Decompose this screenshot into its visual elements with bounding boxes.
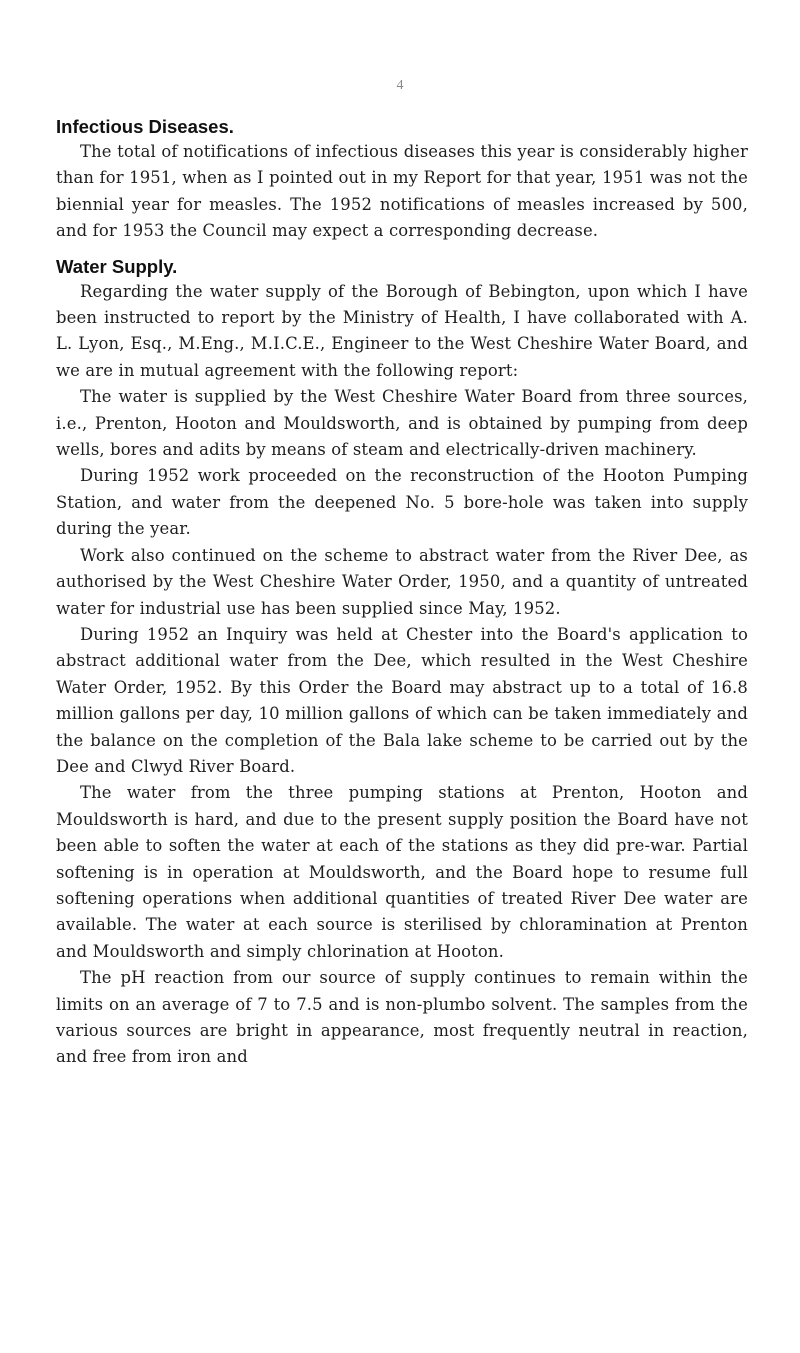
paragraph-water-5: During 1952 an Inquiry was held at Chester into the Board's application to abstract additional water from the Dee, which resulted in the West Cheshire Water Order, 1952. By this Order the Board may abstract up to a total of 16.8 million gallons per day, 10 million gallons of which can be taken immediately and the balance on the completion of the Bala lake scheme to be carried out by the Dee and Clwyd River Board. [56,624,748,776]
paragraph-water-2: The water is supplied by the West Cheshire Water Board from three sources, i.e., Prenton, Hooton and Mouldsworth, and is obtained by pumping from deep wells, bores and adits by means of steam and electrically-driven machinery. [56,387,748,460]
paragraph-water-4: Work also continued on the scheme to abstract water from the River Dee, as authorised by the West Cheshire Water Order, 1950, and a quantity of untreated water for industrial use has been supplied since May, 1952. [56,545,748,618]
paragraph-infectious-1: The total of notifications of infectious diseases this year is considerably higher than for 1951, when as I pointed out in my Report for that year, 1951 was not the biennial year for measles. The 1952 notifications of measles increased by 500, and for 1953 the Council may expect a corresponding decrease. [56,142,748,241]
paragraph-water-3: During 1952 work proceeded on the reconstruction of the Hooton Pumping Station, and water from the deepened No. 5 bore-hole was taken into supply during the year. [56,466,748,539]
heading-infectious-diseases: Infectious Diseases. [56,116,234,137]
paragraph-water-1: Regarding the water supply of the Borough of Bebington, upon which I have been instructed to report by the Ministry of Health, I have collaborated with A. L. Lyon, Esq., M.Eng., M.I.C.E., Engineer to the West Cheshire Water Board, and we are in mutual agreement with the following report: [56,281,748,380]
page-number: 4 [396,78,404,93]
paragraph-water-6: The water from the three pumping stations at Prenton, Hooton and Mouldsworth is hard, and due to the present supply position the Board have not been able to soften the water at each of the stations as they did pre-war. Partial softening is in operation at Mouldsworth, and the Board hope to resume full softening operations when additional quantities of treated River Dee water are available. The water at each source is sterilised by chloramination at Prenton and Mouldsworth and simply chlorination at Hooton. [56,783,748,961]
paragraph-water-7: The pH reaction from our source of supply continues to remain within the limits on an average of 7 to 7.5 and is non-plumbo solvent. The samples from the various sources are bright in appearance, most frequently neutral in reaction, and free from iron and [56,968,748,1067]
page-content [56,115,748,1071]
heading-water-supply: Water Supply. [56,255,178,277]
